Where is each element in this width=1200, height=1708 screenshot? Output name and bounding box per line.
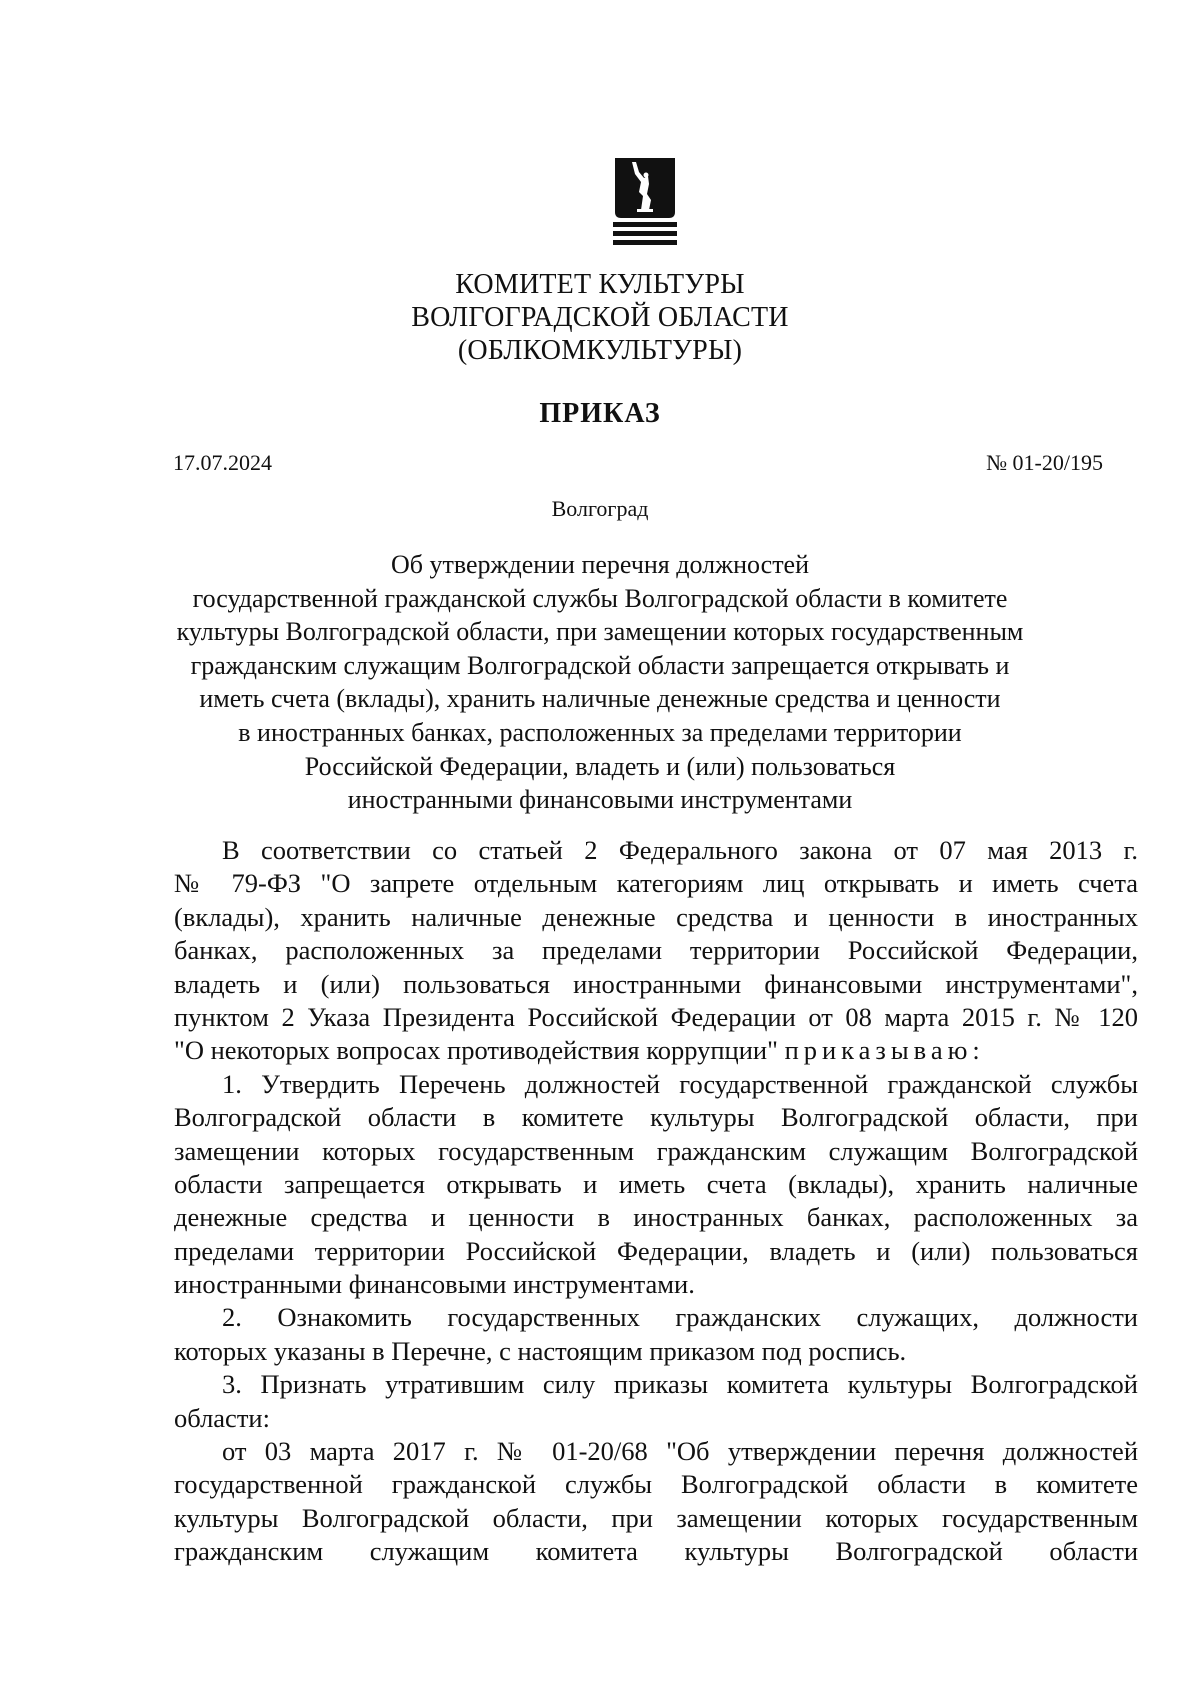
item-2-line: 2. Ознакомить государственных гражданских служащих, должности — [222, 1302, 1138, 1333]
org-name-line2: ВОЛГОГРАДСКОЙ ОБЛАСТИ — [411, 302, 789, 333]
volgograd-coat-of-arms-icon — [611, 156, 679, 250]
document-date: 17.07.2024 — [173, 450, 272, 475]
preamble-text: "О некоторых вопросах противодействия коррупции" — [174, 1035, 778, 1066]
preamble-line — [174, 1034, 1138, 1067]
title-line: гражданским служащим Волгоградской области запрещается открывать и — [190, 650, 1010, 680]
item-1-line: Волгоградской области в комитете культуры Волгоградской области, при — [174, 1102, 1138, 1133]
preamble-line: пунктом 2 Указа Президента Российской Федерации от 08 марта 2015 г. № 120 — [174, 1001, 1138, 1032]
title-line: Об утверждении перечня должностей — [390, 550, 810, 579]
item-2-line: которых указаны в Перечне, с настоящим приказом под роспись. — [174, 1335, 907, 1366]
preamble-line: В соответствии со статьей 2 Федерального закона от 07 мая 2013 г. — [222, 835, 1138, 865]
preamble-line: (вклады), хранить наличные денежные средства и ценности в иностранных — [174, 901, 1138, 932]
document-body — [174, 834, 1138, 1569]
item-1-line: иностранными финансовыми инструментами. — [174, 1269, 695, 1300]
item-3-sub-line: от 03 марта 2017 г. № 01-20/68 "Об утверждении перечня должностей — [222, 1436, 1138, 1467]
org-name-abbr: (ОБЛКОМКУЛЬТУРЫ) — [457, 335, 743, 366]
item-3-sub-line: культуры Волгоградской области, при замещении которых государственным — [174, 1502, 1138, 1533]
item-1-line: 1. Утвердить Перечень должностей государственной гражданской службы — [222, 1068, 1138, 1099]
item-3-line: области: — [174, 1402, 270, 1433]
item-1-line: замещении которых государственным гражданским служащим Волгоградской — [174, 1135, 1138, 1166]
title-line: иметь счета (вклады), хранить наличные денежные средства и ценности — [199, 684, 1001, 714]
document-number: № 01-20/195 — [986, 450, 1103, 475]
title-line: иностранными финансовыми инструментами — [347, 785, 853, 815]
order-verb: приказываю: — [784, 1035, 985, 1066]
title-line: Российской Федерации, владеть и (или) пользоваться — [304, 751, 896, 781]
item-1-line: пределами территории Российской Федерации, владеть и (или) пользоваться — [174, 1235, 1138, 1266]
title-line: государственной гражданской службы Волгоградской области в комитете — [192, 583, 1008, 613]
org-name-line1: КОМИТЕТ КУЛЬТУРЫ — [455, 269, 745, 300]
document-title — [150, 548, 1050, 817]
document-city: Волгоград — [551, 496, 649, 521]
title-line: в иностранных банках, расположенных за пределами территории — [238, 717, 962, 747]
preamble-line: владеть и (или) пользоваться иностранными финансовыми инструментами", — [174, 968, 1138, 999]
item-3-line: 3. Признать утратившим силу приказы комитета культуры Волгоградской — [222, 1369, 1138, 1400]
item-1-line: области запрещается открывать и иметь счета (вклады), хранить наличные — [174, 1168, 1138, 1199]
item-3-sub-line: государственной гражданской службы Волгоградской области в комитете — [174, 1469, 1138, 1500]
title-line: культуры Волгоградской области, при замещении которых государственным — [176, 617, 1024, 647]
item-1-line: денежные средства и ценности в иностранных банках, расположенных за — [174, 1202, 1138, 1233]
preamble-line: № 79-ФЗ "О запрете отдельным категориям лиц открывать и иметь счета — [174, 868, 1138, 899]
item-3-sub-line: гражданским служащим комитета культуры Волгоградской области — [174, 1536, 1138, 1567]
preamble-line: банках, расположенных за пределами территории Российской Федерации, — [174, 935, 1138, 966]
document-type: ПРИКАЗ — [539, 398, 661, 429]
